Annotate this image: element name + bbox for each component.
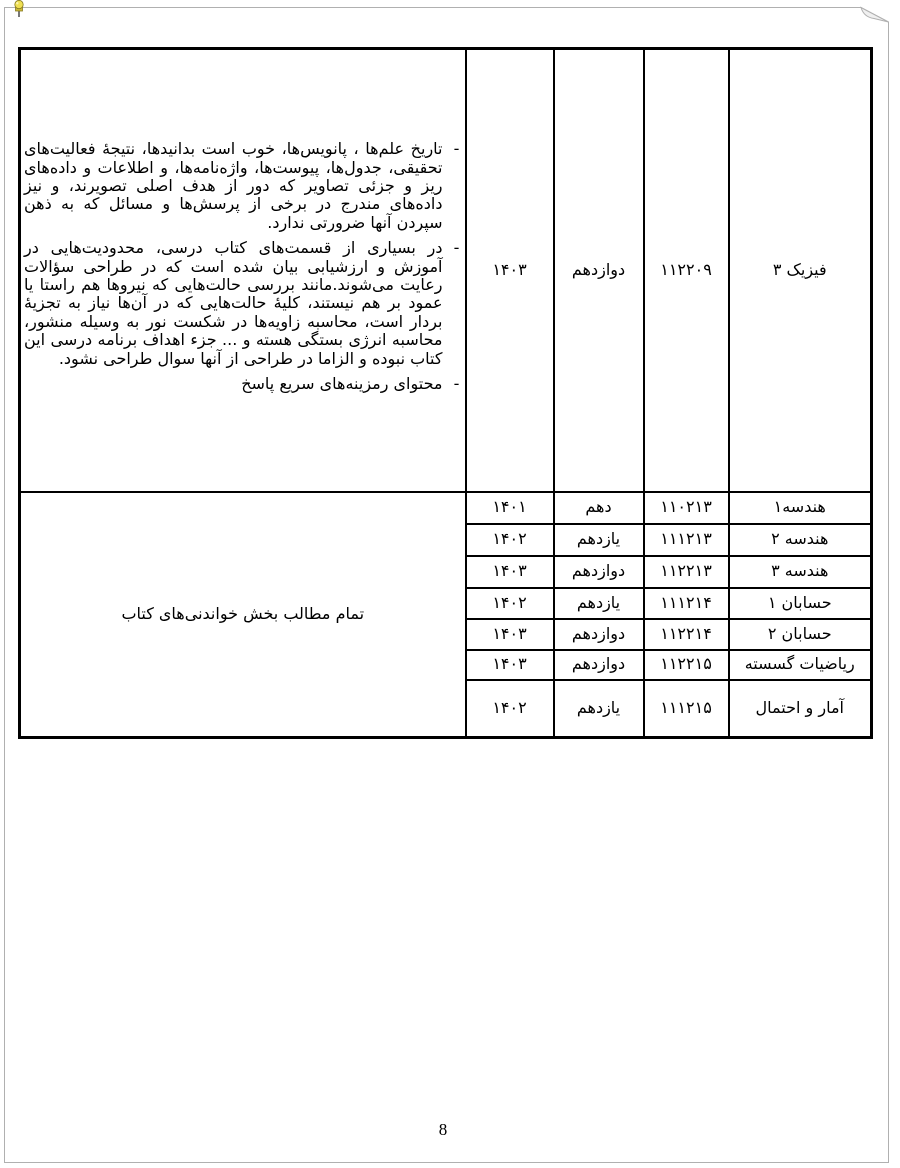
title-cell — [729, 588, 872, 619]
book-year: ۱۴۰۲ — [492, 698, 527, 718]
year-cell — [466, 680, 554, 738]
note-bullet — [24, 239, 462, 368]
book-code: ۱۱۲۲۰۹ — [660, 260, 712, 280]
dash-bullet-marker: - — [453, 238, 460, 258]
year-cell — [466, 524, 554, 556]
book-code: ۱۱۱۲۱۳ — [660, 529, 712, 549]
note-text: در بسیاری از قسمت‌های کتاب درسی، محدودیت‌هایی در آموزش و ارزشیابی بیان شده است که در طراحی سؤالات رعایت می‌شوند.مانند بررسی حالت‌هایی که نیروها هم راستا یا عمود بر هم نیستند، کلیهٔ حالت‌هایی که در آن‌ها نیاز به تجزیهٔ بردار است، محاسبه زاویه‌ها در شکست نور به وسیله منشور، محاسبه انرژی بستگی هسته و ... جزء اهداف برنامه درسی این کتاب نبوده و الزاما در طراحی از آنها سوال طراحی نشود. — [24, 238, 443, 368]
book-grade: یازدهم — [576, 529, 621, 549]
title-cell — [729, 556, 872, 588]
code-cell — [644, 49, 729, 492]
title-cell — [729, 650, 872, 680]
book-row — [20, 492, 872, 524]
book-code: ۱۱۱۲۱۵ — [660, 698, 712, 718]
book-grade: دوازدهم — [571, 260, 626, 280]
code-cell — [644, 650, 729, 680]
book-title: هندسه۱ — [773, 497, 826, 517]
grade-cell — [554, 619, 644, 650]
code-cell — [644, 524, 729, 556]
year-cell — [466, 588, 554, 619]
grade-cell — [554, 492, 644, 524]
book-code: ۱۱۰۲۱۳ — [660, 497, 712, 517]
book-code: ۱۱۲۲۱۵ — [660, 654, 712, 674]
dash-bullet-marker: - — [453, 139, 460, 159]
code-cell — [644, 588, 729, 619]
code-cell — [644, 619, 729, 650]
book-grade: یازدهم — [576, 698, 621, 718]
grade-cell — [554, 49, 644, 492]
title-cell — [729, 619, 872, 650]
grade-cell — [554, 556, 644, 588]
book-grade: دهم — [585, 497, 612, 517]
folded-corner-icon — [861, 8, 889, 23]
year-cell — [466, 49, 554, 492]
dash-bullet-marker: - — [453, 373, 460, 393]
book-grade: دوازدهم — [571, 654, 626, 674]
year-cell — [466, 492, 554, 524]
note-bullet — [24, 375, 462, 393]
book-code: ۱۱۲۲۱۴ — [660, 623, 712, 643]
book-code: ۱۱۱۲۱۴ — [660, 592, 712, 612]
note-text: محتوای رمزینه‌های سریع پاسخ — [241, 373, 443, 393]
code-cell — [644, 680, 729, 738]
book-grade: دوازدهم — [571, 623, 626, 643]
bottom-note-text: تمام مطالب بخش خواندنی‌های کتاب — [121, 604, 365, 624]
book-year: ۱۴۰۳ — [492, 561, 527, 581]
code-cell — [644, 492, 729, 524]
title-cell — [729, 49, 872, 492]
book-title: ریاضیات گسسته — [744, 654, 855, 674]
pushpin-icon — [15, 0, 23, 17]
book-title: هندسه ۲ — [771, 529, 829, 549]
book-year: ۱۴۰۱ — [492, 497, 527, 517]
year-cell — [466, 650, 554, 680]
grade-cell — [554, 524, 644, 556]
book-year: ۱۴۰۳ — [492, 260, 527, 280]
notes-cell-top — [20, 49, 466, 492]
book-year: ۱۴۰۳ — [492, 623, 527, 643]
books-table — [18, 47, 873, 739]
book-row-physics3 — [20, 49, 872, 492]
note-bullet — [24, 140, 462, 232]
grade-cell — [554, 588, 644, 619]
book-grade: دوازدهم — [571, 561, 626, 581]
book-year: ۱۴۰۲ — [492, 592, 527, 612]
book-title: حسابان ۲ — [767, 623, 832, 643]
book-title: فیزیک ۳ — [772, 260, 827, 280]
title-cell — [729, 492, 872, 524]
book-title: حسابان ۱ — [767, 592, 832, 612]
book-grade: یازدهم — [576, 592, 621, 612]
year-cell — [466, 619, 554, 650]
title-cell — [729, 680, 872, 738]
code-cell — [644, 556, 729, 588]
book-title: هندسه ۳ — [771, 561, 829, 581]
notes-cell-bottom — [20, 492, 466, 738]
title-cell — [729, 524, 872, 556]
grade-cell — [554, 680, 644, 738]
footer-page-number: 8 — [438, 1120, 448, 1139]
book-year: ۱۴۰۲ — [492, 529, 527, 549]
book-title: آمار و احتمال — [755, 698, 844, 718]
year-cell — [466, 556, 554, 588]
grade-cell — [554, 650, 644, 680]
book-code: ۱۱۲۲۱۳ — [660, 561, 712, 581]
note-text: تاریخ علم‌ها ، پانویس‌ها، خوب است بدانیدها، نتیجهٔ فعالیت‌های تحقیقی، جدول‌ها، پیوست‌ها، واژه‌نامه‌ها، و اطلاعات و داده‌های ریز و جزئی تصاویر که دور از هدف اصلی تصویرند، و نیز داده‌های مندرج در برخی از پرسش‌ها و مسائل که به ذهن سپردن آنها ضرورتی ندارد. — [24, 139, 443, 232]
book-year: ۱۴۰۳ — [492, 654, 527, 674]
